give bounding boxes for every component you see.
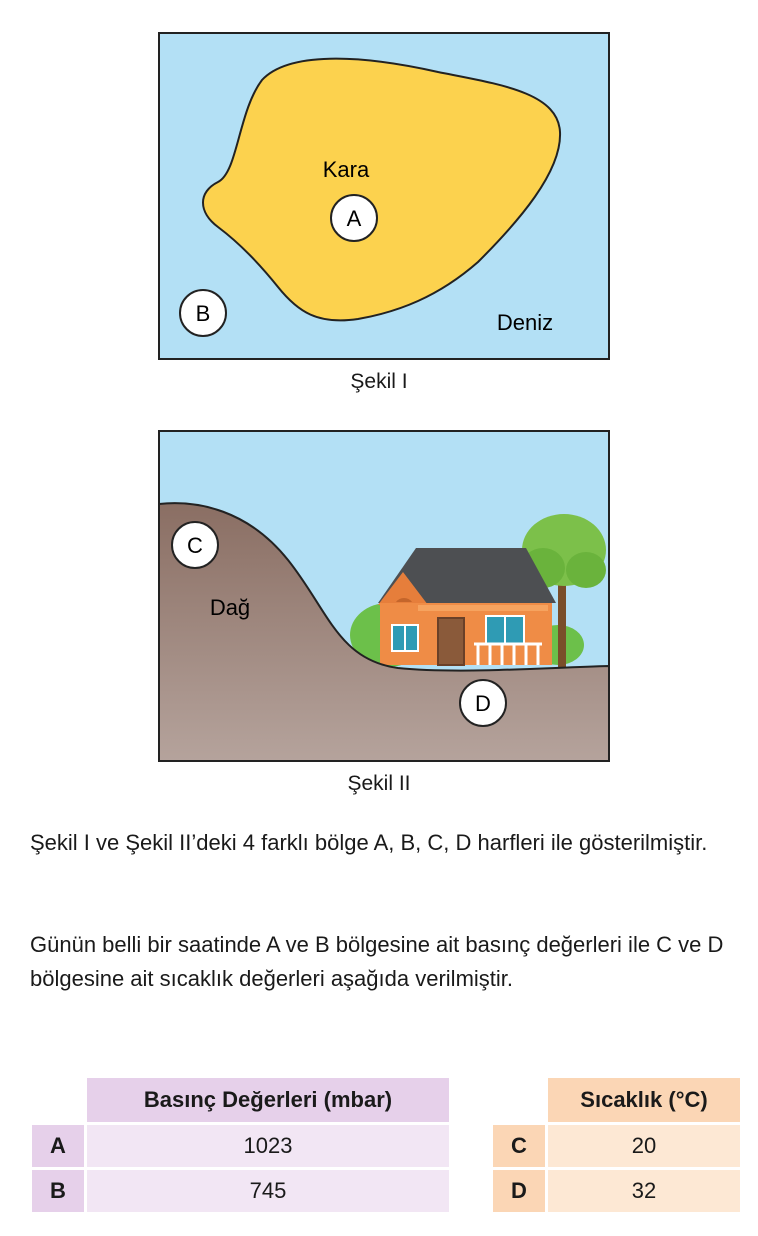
- row-key: A: [32, 1125, 84, 1167]
- row-value: 745: [87, 1170, 449, 1212]
- temperature-table-header: Sıcaklık (°C): [548, 1078, 740, 1122]
- figure-2: [158, 430, 610, 762]
- row-value: 32: [548, 1170, 740, 1212]
- point-b-label: B: [195, 301, 211, 326]
- row-key: C: [493, 1125, 545, 1167]
- pressure-table: [29, 1075, 452, 1215]
- figure-1-caption: Şekil I: [350, 370, 408, 393]
- table-row: [32, 1125, 449, 1167]
- row-value: 1023: [87, 1125, 449, 1167]
- description-paragraph: Şekil I ve Şekil II’deki 4 farklı bölge A, B, C, D harfleri ile gösterilmiştir.: [30, 830, 708, 855]
- point-a-label: A: [346, 206, 362, 231]
- figure-2-caption: Şekil II: [347, 772, 411, 795]
- temperature-table: [490, 1075, 743, 1215]
- row-key: D: [493, 1170, 545, 1212]
- table-row: [493, 1125, 740, 1167]
- sea-label: Deniz: [496, 310, 554, 335]
- row-value: 20: [548, 1125, 740, 1167]
- point-c-label: C: [187, 533, 203, 558]
- land-label: Kara: [322, 157, 370, 182]
- point-d-label: D: [475, 691, 491, 716]
- house: [378, 548, 556, 665]
- mountain-house-scene: [158, 430, 610, 762]
- table-row: [32, 1170, 449, 1212]
- mountain-label: Dağ: [209, 595, 251, 620]
- values-intro-paragraph: Günün belli bir saatinde A ve B bölgesine ait basınç değerleri ile C ve D bölgesine ait sıcaklık değerleri aşağıda verilmiştir.: [30, 932, 724, 991]
- pressure-table-header: Basınç Değerleri (mbar): [87, 1078, 449, 1122]
- land-sea-map: [158, 32, 610, 360]
- table-row: [493, 1170, 740, 1212]
- row-key: B: [32, 1170, 84, 1212]
- figure-1: [158, 32, 610, 360]
